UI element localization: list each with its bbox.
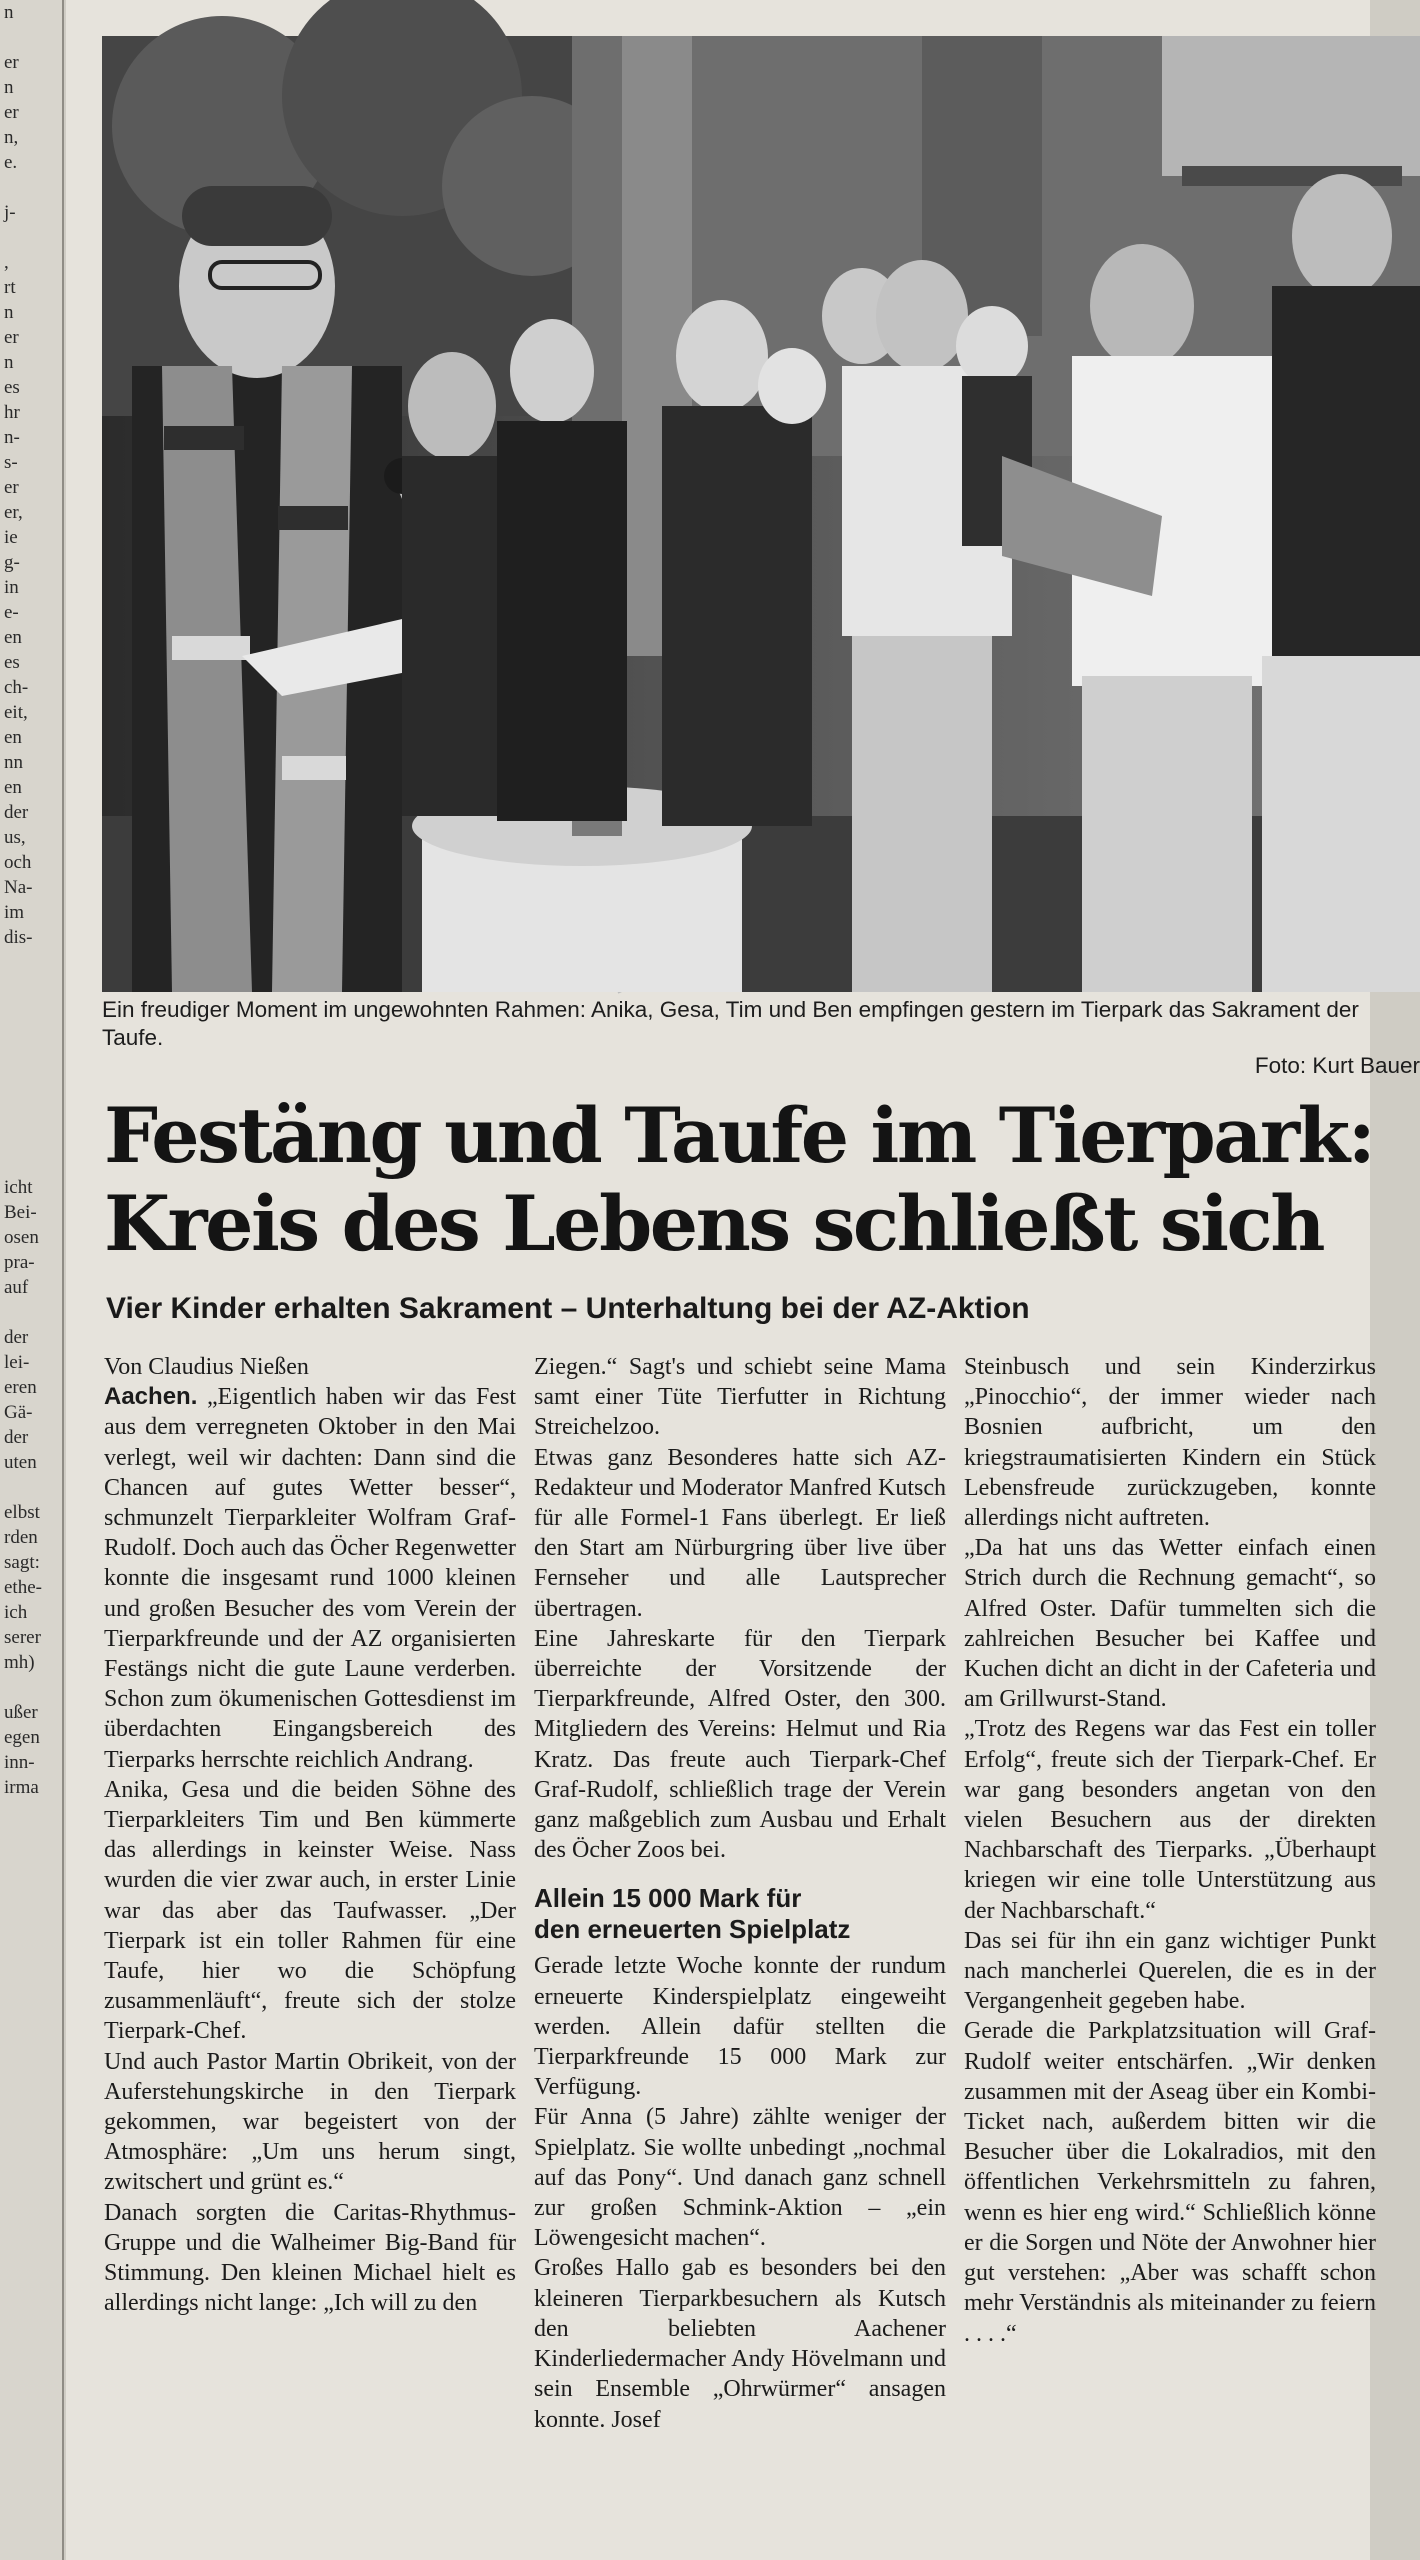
previous-page-fragment: osen bbox=[4, 1227, 39, 1248]
previous-page-fragment: lei- bbox=[4, 1352, 30, 1373]
previous-page-fragment: inn- bbox=[4, 1752, 35, 1773]
previous-page-fragment: ethe- bbox=[4, 1577, 42, 1598]
previous-page-fragment: us, bbox=[4, 827, 26, 848]
previous-page-fragment: e. bbox=[4, 152, 18, 173]
previous-page-fragment bbox=[0, 1000, 62, 1025]
previous-page-fragment: n- bbox=[4, 427, 20, 448]
previous-page-fragment: Na- bbox=[4, 877, 33, 898]
article-paragraph: Das sei für ihn ein ganz wichtiger Punkt nach mancherlei Querelen, die es in der Vergangenheit gegeben habe. bbox=[964, 1927, 1376, 2015]
previous-page-fragment: n bbox=[4, 2, 14, 23]
photo-caption bbox=[102, 996, 1420, 1080]
previous-page-fragment bbox=[0, 975, 62, 1000]
paragraph-text: „Eigentlich haben wir das Fest aus dem verregneten Oktober in den Mai verlegt, weil wir dachten: Dann sind die Chancen auf gutes Wetter besser“, schmunzelt Tierparkleiter Wolfram Graf-Rudolf. Doch auch das Öcher Regenwetter konnte die insgesamt rund 1000 kleinen und großen Besucher des vom Verein der Tierparkfreunde und der AZ organisierten Festängs nicht die gute Laune verderben. Schon zum ökumenischen Gottesdienst im überdachten Eingangsbereich des Tierparks herrschte reichlich Andrang. bbox=[104, 1384, 516, 1773]
previous-page-fragment: en bbox=[4, 727, 22, 748]
previous-page-fragment: er, bbox=[4, 502, 23, 523]
previous-page-fragment: sagt: bbox=[4, 1552, 40, 1573]
article-paragraph: Für Anna (5 Jahre) zählte weniger der Spielplatz. Sie wollte unbedingt „nochmal auf das Pony“. Und danach ganz schnell zur großen Schmink-Aktion – „ein Löwengesicht machen“. bbox=[534, 2104, 946, 2252]
photo-caption-text: Ein freudiger Moment im ungewohnten Rahmen: Anika, Gesa, Tim und Ben empfingen gestern im Tierpark das Sakrament der Taufe. bbox=[102, 997, 1359, 1050]
previous-page-fragment: , bbox=[4, 252, 9, 273]
previous-page-fragment: in bbox=[4, 577, 19, 598]
previous-page-fragment: er bbox=[4, 102, 19, 123]
previous-page-fragment: uten bbox=[4, 1452, 37, 1473]
article-column-3 bbox=[964, 1352, 1376, 2349]
previous-page-fragment: irma bbox=[4, 1777, 39, 1798]
photo-credit: Foto: Kurt Bauer bbox=[1254, 1053, 1420, 1078]
intermediate-heading bbox=[534, 1883, 946, 1945]
previous-page-fragment: der bbox=[4, 1427, 29, 1448]
previous-page-fragment bbox=[0, 1125, 62, 1150]
article-photo bbox=[102, 36, 1420, 992]
previous-page-fragment: der bbox=[4, 802, 29, 823]
previous-page-fragment bbox=[0, 1025, 62, 1050]
newspaper-page bbox=[66, 0, 1420, 2560]
previous-page-fragment: och bbox=[4, 852, 32, 873]
previous-page-fragment: eren bbox=[4, 1377, 37, 1398]
article-paragraph: Danach sorgten die Caritas-Rhythmus-Gruppe und die Walheimer Big-Band für Stimmung. Den kleinen Michael hielt es allerdings nicht lange: „Ich will zu den bbox=[104, 2199, 516, 2317]
previous-page-fragment: egen bbox=[4, 1727, 40, 1748]
previous-page-fragment: der bbox=[4, 1327, 29, 1348]
previous-page-fragment bbox=[0, 1150, 62, 1175]
previous-page-fragment: n bbox=[4, 352, 14, 373]
previous-page-fragment: j- bbox=[4, 202, 16, 223]
previous-page-fragment: s- bbox=[4, 452, 18, 473]
previous-page-fragment: serer bbox=[4, 1627, 41, 1648]
previous-page-fragment: n bbox=[4, 77, 14, 98]
previous-page-fragment: en bbox=[4, 777, 22, 798]
article-paragraph: „Da hat uns das Wetter einfach einen Strich durch die Rechnung gemacht“, so Alfred Oster. Dafür tummelten sich die zahlreichen Besucher bei Kaffee und Kuchen dicht an dicht in der Cafeteria und am Grillwurst-Stand. bbox=[964, 1535, 1376, 1713]
previous-page-fragment bbox=[0, 950, 62, 975]
headline-line-2: Kreis des Lebens schließt sich bbox=[104, 1179, 1324, 1268]
article-paragraph: Eine Jahreskarte für den Tierpark überreichte der Vorsitzende der Tierparkfreunde, Alfred Oster, den 300. Mitgliedern des Vereins: Helmut und Ria Kratz. Das freute auch Tierpark-Chef Graf-Rudolf, schließlich trage der Verein ganz maßgeblich zum Ausbau und Erhalt des Öcher Zoos bei. bbox=[534, 1625, 946, 1864]
article-paragraph: Etwas ganz Besonderes hatte sich AZ-Redakteur und Moderator Manfred Kutsch für alle Formel-1 Fans überlegt. Er ließ den Start am Nürburgring über live über Fernseher und alle Lautsprecher übertragen. bbox=[534, 1444, 946, 1622]
subheadline: Vier Kinder erhalten Sakrament – Unterhaltung bei der AZ-Aktion bbox=[106, 1292, 1030, 1325]
previous-page-fragment: en bbox=[4, 627, 22, 648]
previous-page-fragment: icht bbox=[4, 1177, 33, 1198]
previous-page-fragment: rt bbox=[4, 277, 16, 298]
article-paragraph: Gerade letzte Woche konnte der rundum erneuerte Kinderspielplatz eingeweiht werden. Allein dafür stellten die Tierparkfreunde 15 000 Mark zur Verfügung. bbox=[534, 1953, 946, 2101]
previous-page-edge bbox=[0, 0, 64, 2560]
previous-page-fragment: mh) bbox=[4, 1652, 35, 1673]
previous-page-fragment: pra- bbox=[4, 1252, 35, 1273]
previous-page-fragment: g- bbox=[4, 552, 20, 573]
previous-page-fragment bbox=[0, 25, 62, 50]
previous-page-fragment: es bbox=[4, 652, 20, 673]
article-paragraph: Steinbusch und sein Kinderzirkus „Pinocchio“, der immer wieder nach Bosnien aufbricht, um den kriegstraumatisierten Kindern ein Stück Lebensfreude zurückzugeben, konnte allerdings nicht auftreten. bbox=[964, 1354, 1376, 1532]
previous-page-fragment: Gä- bbox=[4, 1402, 33, 1423]
previous-page-fragment: ch- bbox=[4, 677, 29, 698]
previous-page-fragment: er bbox=[4, 327, 19, 348]
previous-page-fragment: Bei- bbox=[4, 1202, 37, 1223]
byline: Von Claudius Nießen bbox=[104, 1354, 309, 1380]
baptism-photo-image bbox=[102, 36, 1420, 992]
article-paragraph: „Trotz des Regens war das Fest ein toller Erfolg“, freute sich der Tierpark-Chef. Er war gang besonders angetan von den vielen Besuchern aus der direkten Nachbarschaft des Tierparks. „Überhaupt kriegen wir eine tolle Unterstützung aus der Nachbarschaft.“ bbox=[964, 1716, 1376, 1924]
previous-page-fragment: er bbox=[4, 477, 19, 498]
previous-page-fragment: n bbox=[4, 302, 14, 323]
previous-page-fragment: ich bbox=[4, 1602, 28, 1623]
previous-page-fragment bbox=[0, 1675, 62, 1700]
article-paragraph: Gerade die Parkplatzsituation will Graf-Rudolf weiter entschärfen. „Wir denken zusammen mit der Aseag über ein Kombi-Ticket nach, außerdem bitten wir die Besucher über die Lokalradios, mit den öffentlichen Verkehrsmitteln zu fahren, wenn es hier eng wird.“ Schließlich könne er die Sorgen und Nöte der Anwohner hier gut verstehen: „Aber was schafft schon mehr Verständnis als miteinander zu feiern . . . .“ bbox=[964, 2018, 1376, 2347]
previous-page-fragment: n, bbox=[4, 127, 19, 148]
previous-page-fragment bbox=[0, 1300, 62, 1325]
previous-page-fragment bbox=[0, 1075, 62, 1100]
previous-page-fragment: ie bbox=[4, 527, 18, 548]
previous-page-fragment: elbst bbox=[4, 1502, 40, 1523]
previous-page-fragment bbox=[0, 175, 62, 200]
previous-page-fragment bbox=[0, 1050, 62, 1075]
previous-page-fragment bbox=[0, 1100, 62, 1125]
previous-page-fragment: rden bbox=[4, 1527, 38, 1548]
article-paragraph: Großes Hallo gab es besonders bei den kleineren Tierparkbesuchern als Kutsch den beliebten Aachener Kinderliedermacher Andy Hövelmann und sein Ensemble „Ohrwürmer“ ansagen konnte. Josef bbox=[534, 2255, 946, 2433]
previous-page-fragment: ußer bbox=[4, 1702, 38, 1723]
intermediate-heading-line-1: Allein 15 000 Mark für bbox=[534, 1883, 802, 1914]
previous-page-fragment: im bbox=[4, 902, 25, 923]
previous-page-fragment: e- bbox=[4, 602, 19, 623]
headline-line-1: Festäng und Taufe im Tierpark: bbox=[104, 1091, 1374, 1180]
previous-page-fragment bbox=[0, 225, 62, 250]
previous-page-fragment: auf bbox=[4, 1277, 29, 1298]
previous-page-fragment: er bbox=[4, 52, 19, 73]
previous-page-fragment: nn bbox=[4, 752, 23, 773]
dateline: Aachen. bbox=[104, 1383, 198, 1411]
intermediate-heading-line-2: den erneuerten Spielplatz bbox=[534, 1914, 851, 1945]
previous-page-fragment: es bbox=[4, 377, 20, 398]
article-paragraph: Ziegen.“ Sagt's und schiebt seine Mama samt einer Tüte Tierfutter in Richtung Streichelzoo. bbox=[534, 1354, 946, 1441]
article-paragraph bbox=[104, 1382, 516, 1775]
article-paragraph: Und auch Pastor Martin Obrikeit, von der Auferstehungskirche in den Tierpark gekommen, war begeistert von der Atmosphäre: „Um uns herum singt, zwitschert und grünt es.“ bbox=[104, 2048, 516, 2196]
article-column-2 bbox=[534, 1352, 946, 2435]
previous-page-fragment: hr bbox=[4, 402, 20, 423]
headline bbox=[104, 1092, 1414, 1268]
previous-page-fragment: dis- bbox=[4, 927, 33, 948]
previous-page-fragment bbox=[0, 1475, 62, 1500]
article-paragraph: Anika, Gesa und die beiden Söhne des Tierparkleiters Tim und Ben kümmerte das allerdings in keinster Weise. Nass wurden die vier zwar auch, in erster Linie war das aber das Taufwasser. „Der Tierpark ist ein toller Rahmen für eine Taufe, hier wo die Schöpfung zusammenläuft“, freute sich der stolze Tierpark-Chef. bbox=[104, 1776, 516, 2045]
previous-page-fragment: eit, bbox=[4, 702, 28, 723]
article-column-1 bbox=[104, 1352, 516, 2319]
